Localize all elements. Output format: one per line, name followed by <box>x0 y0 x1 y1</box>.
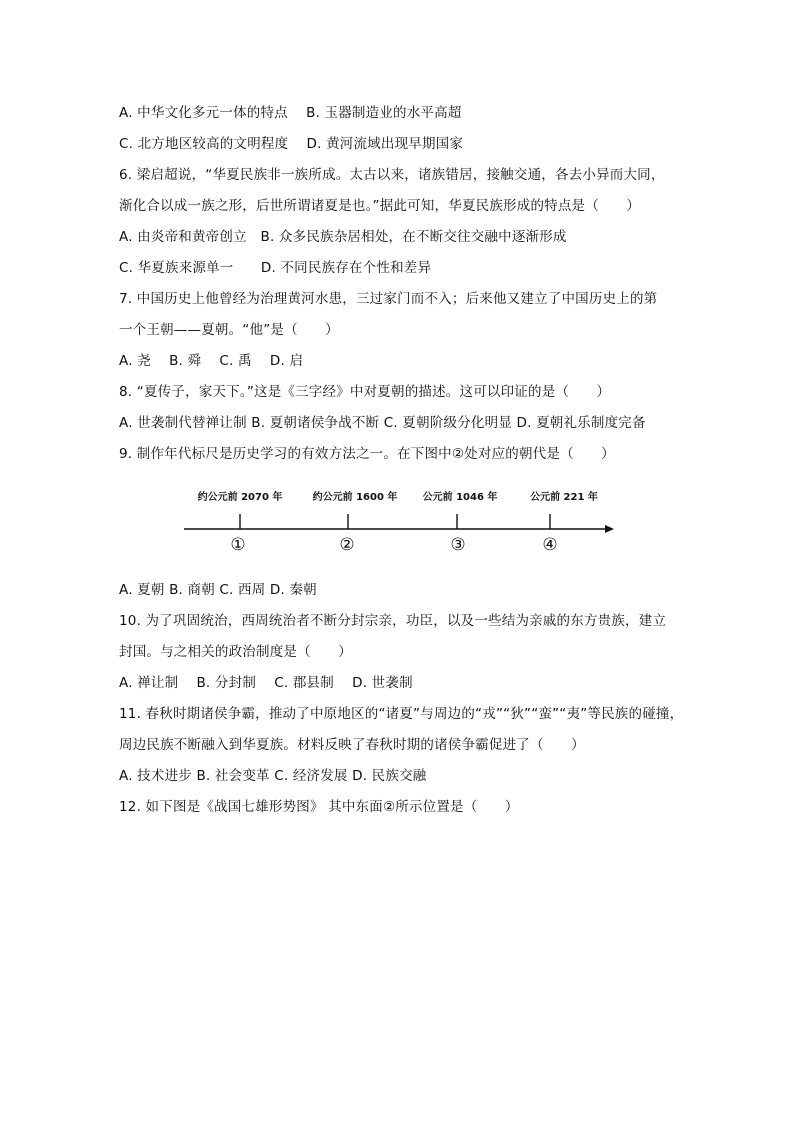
question-7-line-1: 7. 中国历史上他曾经为治理黄河水患，三过家门而不入；后来他又建立了中国历史上的第 <box>119 291 658 307</box>
option-line-7: A. 尧 B. 舜 C. 禹 D. 启 <box>119 353 304 369</box>
question-6-line-2: 渐化合以成一族之形，后世所谓诸夏是也。”据此可知，华夏民族形成的特点是（ ） <box>119 198 641 214</box>
timeline-arrow-icon <box>605 525 614 533</box>
option-line-6cd: C. 华夏族来源单一 D. 不同民族存在个性和差异 <box>119 260 432 276</box>
option-line-10: A. 禅让制 B. 分封制 C. 郡县制 D. 世袭制 <box>119 675 413 691</box>
timeline-label-3: 公元前 1046 年 <box>422 492 498 503</box>
question-11-line-1: 11. 春秋时期诸侯争霸，推动了中原地区的“诸夏”与周边的“戎”“狄”“蛮”“夷”等民族的碰撞， <box>119 706 684 722</box>
option-line-5cd: C. 北方地区较高的文明程度 D. 黄河流域出现早期国家 <box>119 136 464 152</box>
timeline-marker-4: ④ <box>542 535 558 555</box>
timeline-marker-1: ① <box>230 535 246 555</box>
timeline-label-4: 公元前 221 年 <box>530 492 598 503</box>
question-10-line-2: 封国。与之相关的政治制度是（ ） <box>119 644 352 660</box>
question-9: 9. 制作年代标尺是历史学习的有效方法之一。在下图中②处对应的朝代是（ ） <box>119 446 615 462</box>
option-line-6ab: A. 由炎帝和黄帝创立 B. 众多民族杂居相处，在不断交往交融中逐渐形成 <box>119 229 567 245</box>
timeline-marker-3: ③ <box>450 535 466 555</box>
question-8: 8. “夏传子，家天下。”这是《三字经》中对夏朝的描述。这可以印证的是（ ） <box>119 384 611 400</box>
question-10-line-1: 10. 为了巩固统治，西周统治者不断分封宗亲，功臣，以及一些结为亲戚的东方贵族，建立 <box>119 613 667 629</box>
option-line-5ab: A. 中华文化多元一体的特点 B. 玉器制造业的水平高超 <box>119 105 462 121</box>
option-line-9: A. 夏朝 B. 商朝 C. 西周 D. 秦朝 <box>119 582 317 598</box>
option-line-8: A. 世袭制代替禅让制 B. 夏朝诸侯争战不断 C. 夏朝阶级分化明显 D. 夏朝礼乐制度完备 <box>119 415 646 431</box>
question-12: 12. 如下图是《战国七雄形势图》 其中东面②所示位置是（ ） <box>119 799 519 815</box>
timeline-label-2: 约公元前 1600 年 <box>312 492 398 503</box>
question-6-line-1: 6. 梁启超说，“华夏民族非一族所成。太古以来，诸族错居，接触交通，各去小异而大同， <box>119 167 665 183</box>
question-11-line-2: 周边民族不断融入到华夏族。材料反映了春秋时期的诸侯争霸促进了（ ） <box>119 737 585 753</box>
timeline-label-1: 约公元前 2070 年 <box>197 492 283 503</box>
timeline-marker-2: ② <box>339 535 355 555</box>
option-line-11: A. 技术进步 B. 社会变革 C. 经济发展 D. 民族交融 <box>119 768 427 784</box>
question-7-line-2: 一个王朝——夏朝。“他”是（ ） <box>119 322 339 338</box>
